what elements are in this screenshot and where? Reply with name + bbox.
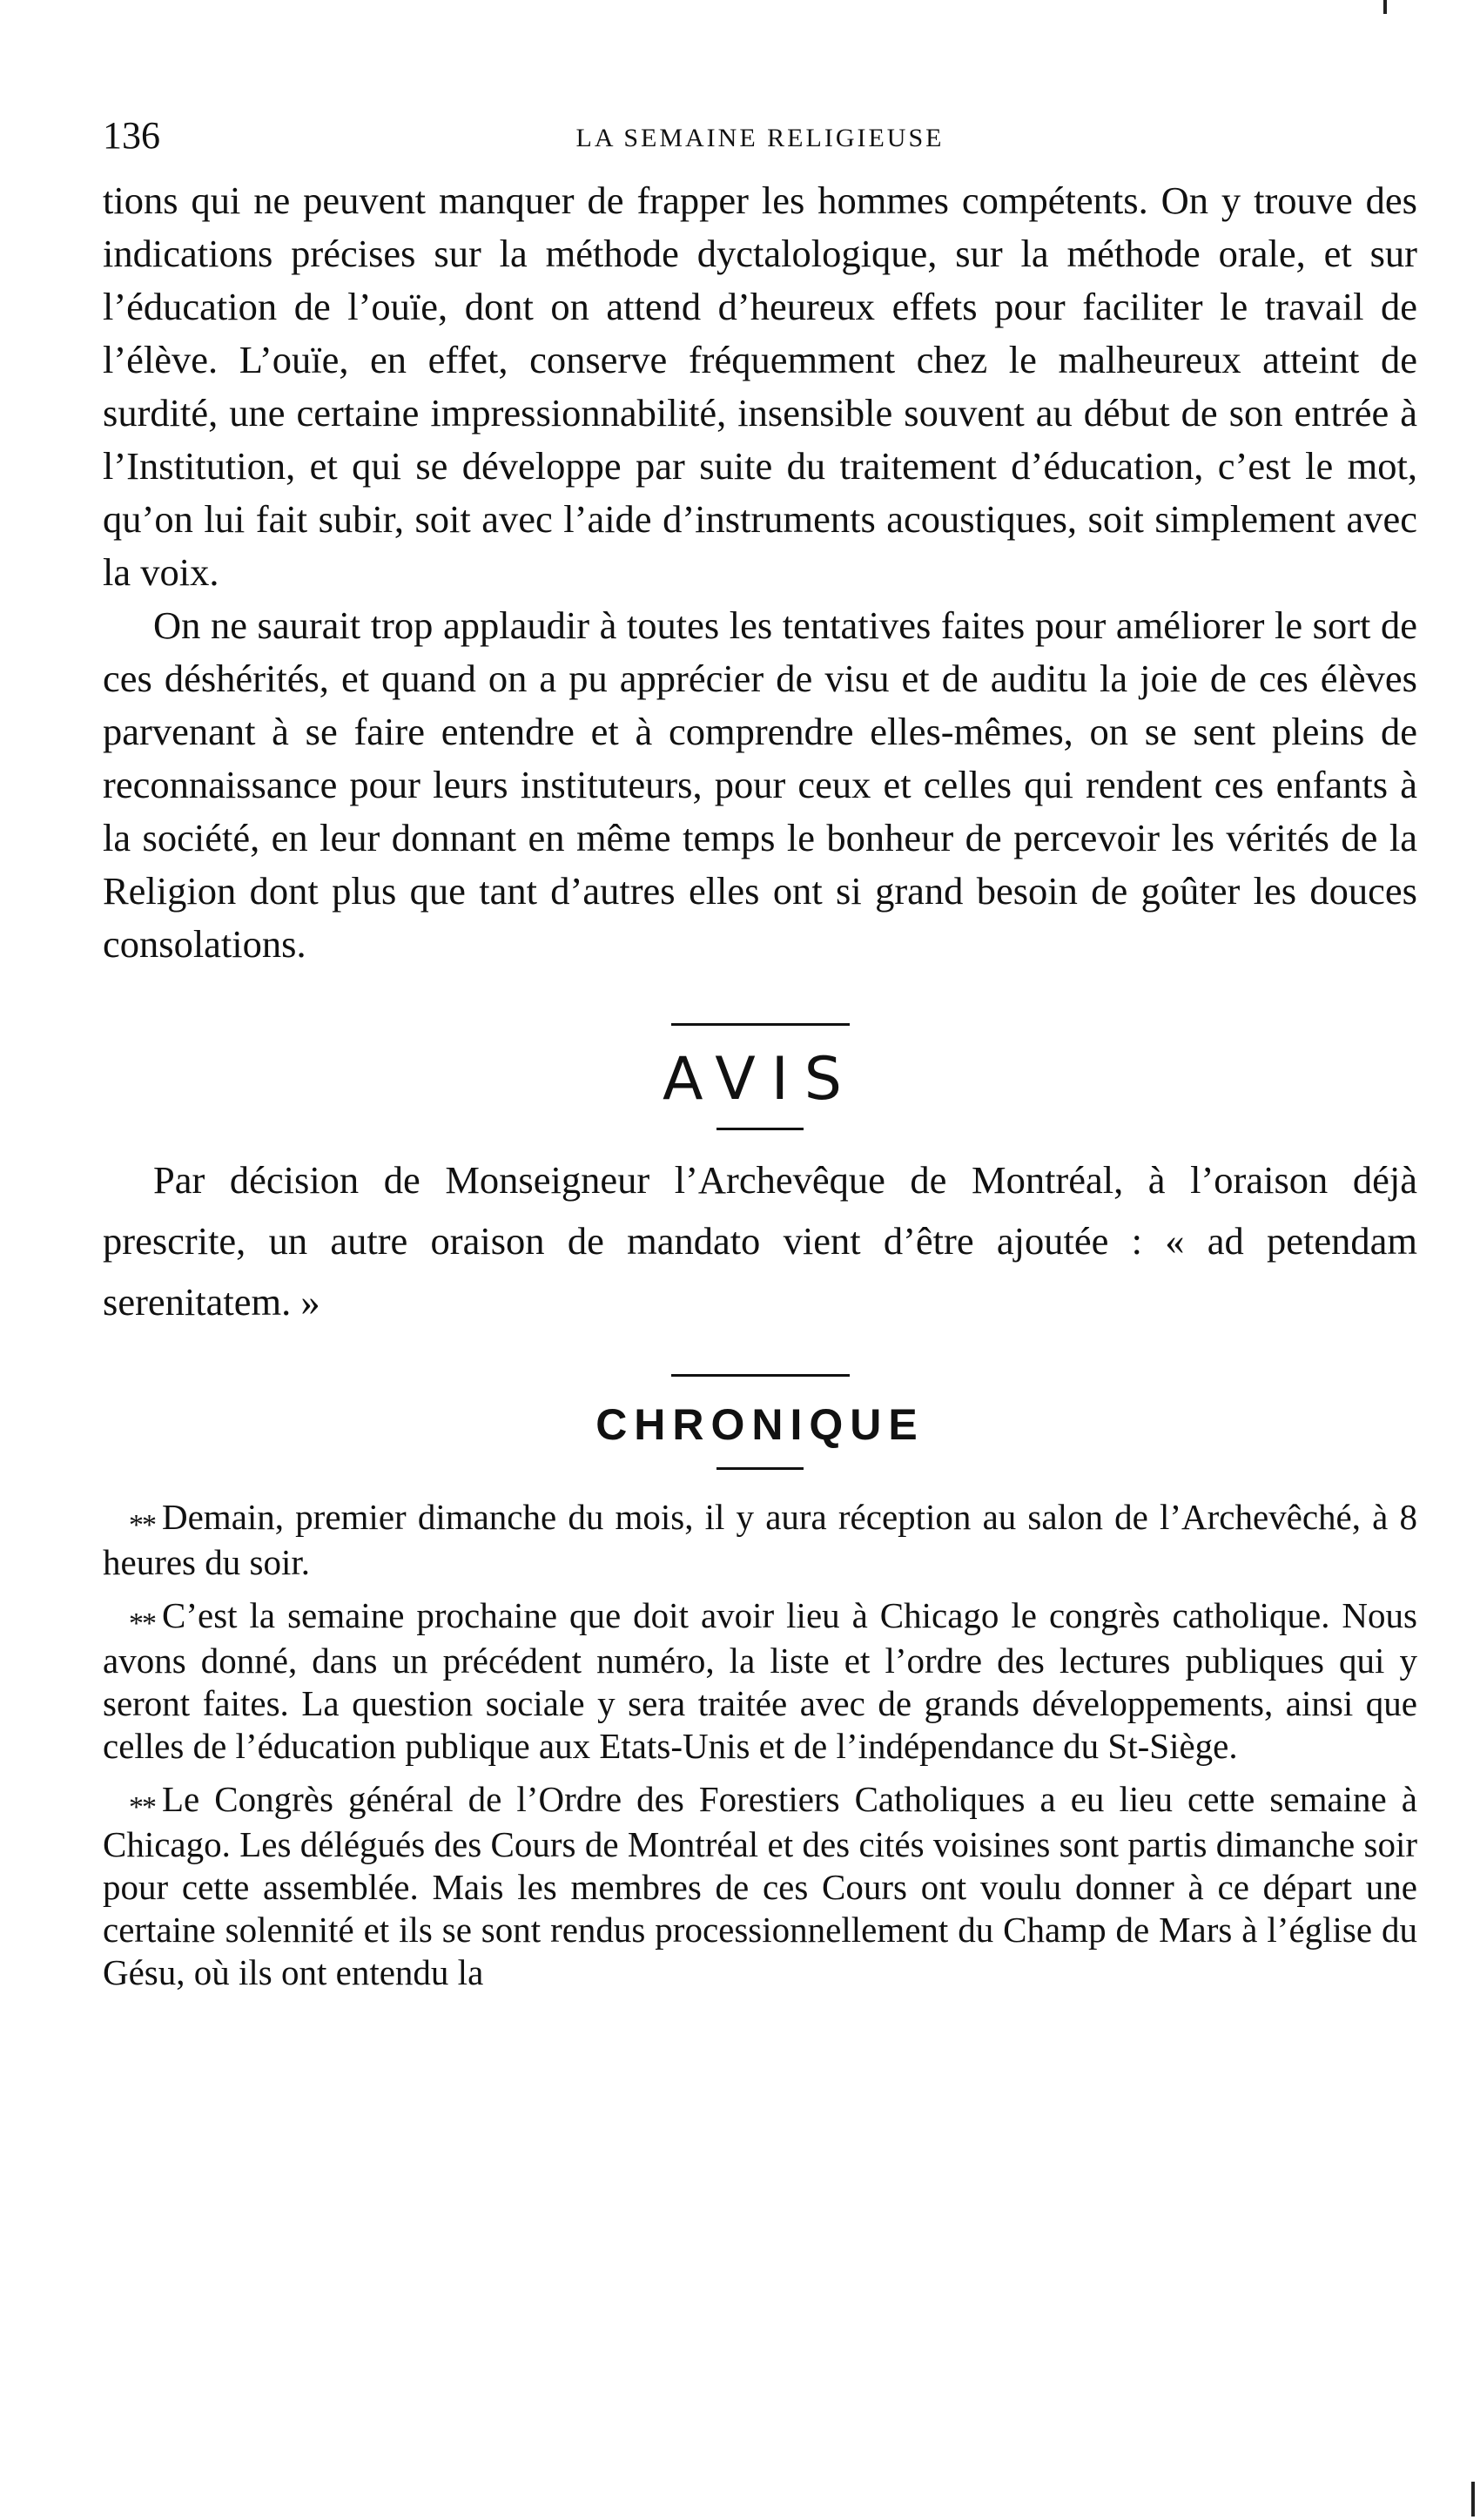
document-page (103, 104, 1417, 2005)
asterism-icon: ** (129, 1607, 155, 1640)
asterism-icon: ** (129, 1791, 155, 1823)
page-number: 136 (103, 114, 160, 157)
avis-heading: AVIS (663, 1045, 858, 1114)
chronique-item-3 (103, 1778, 1417, 1994)
chronique-item-text: Demain, premier dimanche du mois, il y aura réception au salon de l’Archevêché, à 8 heures du soir. (103, 1497, 1417, 1582)
chronique-item-text: Le Congrès général de l’Ordre des Forestiers Catholiques a eu lieu cette semaine à Chicago. Les délégués des Cours de Montréal et des cités voisines sont partis dimanche soir pour cette assemblée. Mais les membres de ces Cours ont voulu donner à ce départ une certaine solennité et ils se sont rendus processionnellement du Champ de Mars à l’église du Gésu, où ils ont entendu la (103, 1779, 1417, 1992)
section-rule-top (671, 1023, 850, 1026)
chronique-item-2 (103, 1594, 1417, 1768)
running-title: LA SEMAINE RELIGIEUSE (575, 124, 945, 152)
scan-mark-top (1383, 0, 1387, 14)
article-body (103, 174, 1417, 971)
chronique-item-1 (103, 1496, 1417, 1584)
avis-section (103, 1149, 1417, 1332)
page-header (103, 104, 1417, 174)
chronique-heading: CHRONIQUE (595, 1400, 925, 1449)
paragraph-2: On ne saurait trop applaudir à toutes les tentatives faites pour améliorer le sort de ces déshérités, et quand on a pu apprécier de visu et de auditu la joie de ces élèves parvenant à se faire entendre et à comprendre elles-mêmes, on se sent pleins de reconnaissance pour leurs instituteurs, pour ceux et celles qui rendent ces enfants à la société, en leur donnant en même temps le bonheur de percevoir les vérités de la Religion dont plus que tant d’autres elles ont si grand besoin de goûter les douces consolations. (103, 603, 1417, 966)
scan-mark-right (1471, 2482, 1475, 2517)
paragraph-1: tions qui ne peuvent manquer de frapper les hommes compétents. On y trouve des indications précises sur la méthode dyctalologique, sur la méthode orale, et sur l’éducation de l’ouïe, dont on attend d’heureux effets pour faciliter le travail de l’élève. L’ouïe, en effet, conserve fréquemment chez le malheureux atteint de surdité, une certaine impressionnabilité, insensible souvent au début de son entrée à l’Institution, et qui se développe par suite du traitement d’éducation, c’est le mot, qu’on lui fait subir, soit avec l’aide d’instruments acoustiques, soit simplement avec la voix. (103, 179, 1417, 594)
chronique-rule-top (671, 1374, 850, 1377)
avis-paragraph: Par décision de Monseigneur l’Archevêque de Montréal, à l’oraison déjà prescrite, un autre oraison de mandato vient d’être ajoutée : « ad petendam serenitatem. » (103, 1158, 1417, 1324)
asterism-icon: ** (129, 1509, 155, 1541)
chronique-section (103, 1496, 1417, 1994)
chronique-item-text: C’est la semaine prochaine que doit avoir lieu à Chicago le congrès catholique. Nous avons donné, dans un précédent numéro, la liste et l’ordre des lectures publiques qui y seront faites. La question sociale y sera traitée avec de grands développements, ainsi que celles de l’éducation publique aux Etats-Unis et de l’indépendance du St-Siège. (103, 1595, 1417, 1766)
